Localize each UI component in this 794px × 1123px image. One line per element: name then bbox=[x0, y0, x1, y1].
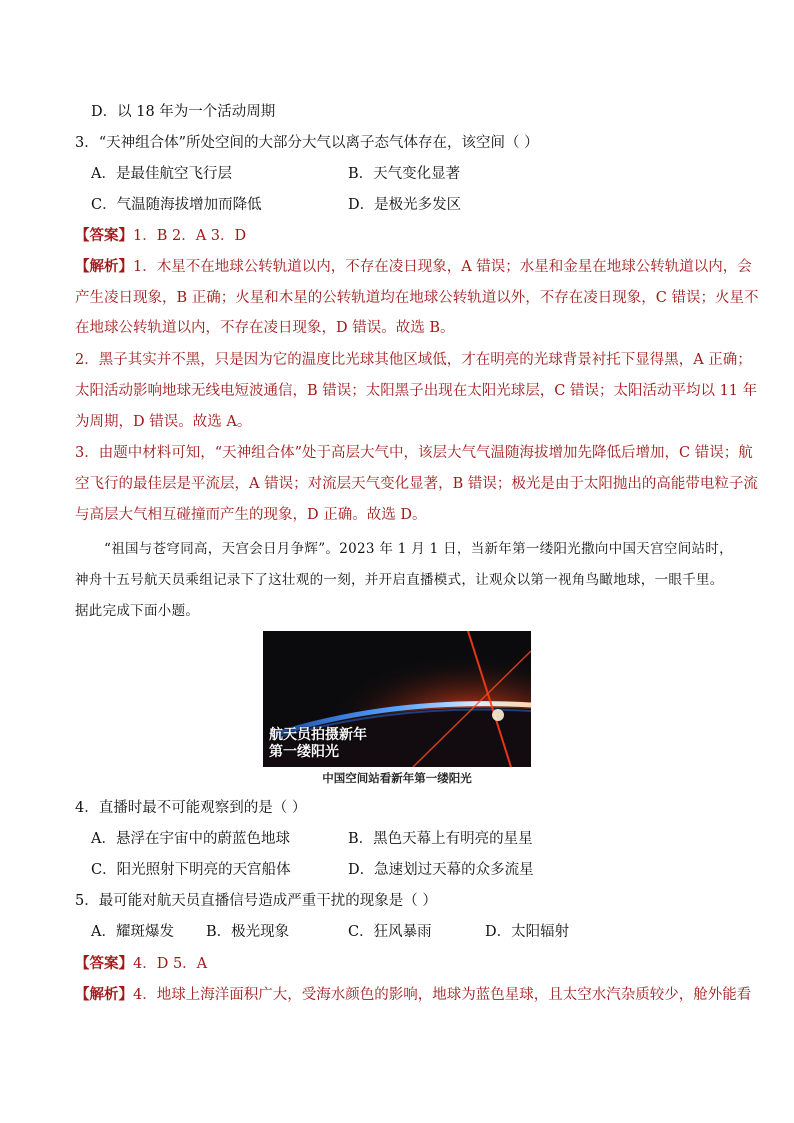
photo-overlay-text bbox=[269, 727, 367, 761]
explanation-1-line-3: 在地球公转轨道以内，不存在凌日现象，D 错误。故选 B。 bbox=[75, 320, 455, 336]
question-3-option-a: A．是最佳航空飞行层 bbox=[91, 166, 232, 182]
answer-values: 4．D 5．A bbox=[133, 956, 208, 972]
answer-block-1 bbox=[75, 226, 246, 246]
explanation-2-line-2: 太阳活动影响地球无线电短波通信，B 错误；太阳黑子出现在太阳光球层，C 错误；太阳活动平均以 11 年 bbox=[75, 383, 758, 399]
question-5-option-a: A．耀斑爆发 bbox=[91, 924, 174, 940]
material-line-2: 神舟十五号航天员乘组记录下了这壮观的一刻，并开启直播模式，让观众以第一视角鸟瞰地球，一眼千里。 bbox=[75, 572, 724, 588]
question-2-option-d: D．以 18 年为一个活动周期 bbox=[91, 104, 276, 120]
question-5-option-b: B．极光现象 bbox=[206, 924, 290, 940]
question-3-option-b: B．天气变化显著 bbox=[348, 166, 461, 182]
overlay-line-1: 航天员拍摄新年 bbox=[269, 727, 367, 743]
explanation-1-line-2: 产生凌日现象，B 正确；火星和木星的公转轨道均在地球公转轨道以外，不存在凌日现象，C 错误；火星不 bbox=[75, 290, 759, 306]
explanation-1-line-1 bbox=[75, 257, 752, 277]
question-3-stem: 3．“天神组合体”所处空间的大部分大气以离子态气体存在，该空间（ ） bbox=[75, 135, 539, 151]
explanation-tag: 【解析】 bbox=[75, 258, 133, 275]
answer-tag: 【答案】 bbox=[75, 227, 133, 244]
explanation-tag: 【解析】 bbox=[75, 986, 133, 1003]
space-station-sunrise-photo bbox=[263, 631, 531, 767]
question-3-option-c: C．气温随海拔增加而降低 bbox=[91, 197, 262, 213]
question-3-option-d: D．是极光多发区 bbox=[348, 197, 462, 213]
question-5-option-c: C．狂风暴雨 bbox=[348, 924, 432, 940]
explanation-text: 1．木星不在地球公转轨道以内，不存在凌日现象，A 错误；水星和金星在地球公转轨道以内，会 bbox=[133, 259, 752, 275]
question-5-option-d: D．太阳辐射 bbox=[485, 924, 570, 940]
explanation-3-line-2: 空飞行的最佳层是平流层，A 错误；对流层天气变化显著，B 错误；极光是由于太阳抛出的高能带电粒子流 bbox=[75, 476, 758, 492]
explanation-3-line-3: 与高层大气相互碰撞而产生的现象，D 正确。故选 D。 bbox=[75, 507, 427, 523]
explanation-2-line-1: 2．黑子其实并不黑，只是因为它的温度比光球其他区域低，才在明亮的光球背景衬托下显得黑，A 正确； bbox=[75, 352, 752, 368]
answer-values: 1．B 2．A 3．D bbox=[133, 228, 247, 244]
explanation-3-line-1: 3．由题中材料可知，“天神组合体”处于高层大气中，该层大气气温随海拔增加先降低后增加，C 错误；航 bbox=[75, 445, 753, 461]
explanation-2-line-3: 为周期，D 错误。故选 A。 bbox=[75, 414, 252, 430]
figure-caption: 中国空间站看新年第一缕阳光 bbox=[322, 771, 472, 785]
material-line-1: “祖国与苍穹同高，天宫会日月争辉”。2023 年 1 月 1 日，当新年第一缕阳光撒向中国天宫空间站时， bbox=[104, 541, 733, 557]
material-line-3: 据此完成下面小题。 bbox=[75, 603, 200, 619]
question-5-stem: 5．最可能对航天员直播信号造成严重干扰的现象是（ ） bbox=[75, 893, 437, 909]
question-4-option-b: B．黑色天幕上有明亮的星星 bbox=[348, 831, 533, 847]
answer-tag: 【答案】 bbox=[75, 955, 133, 972]
answer-block-2 bbox=[75, 954, 207, 974]
question-4-option-d: D．急速划过天幕的众多流星 bbox=[348, 862, 534, 878]
question-4-option-c: C．阳光照射下明亮的天宫船体 bbox=[91, 862, 291, 878]
overlay-line-2: 第一缕阳光 bbox=[269, 744, 339, 760]
explanation-text: 4．地球上海洋面积广大，受海水颜色的影响，地球为蓝色星球，且太空水汽杂质较少，舱外能看 bbox=[133, 987, 752, 1003]
explanation-4-line-1 bbox=[75, 985, 751, 1005]
question-4-stem: 4．直播时最不可能观察到的是（ ） bbox=[75, 800, 307, 816]
question-4-option-a: A．悬浮在宇宙中的蔚蓝色地球 bbox=[91, 831, 290, 847]
